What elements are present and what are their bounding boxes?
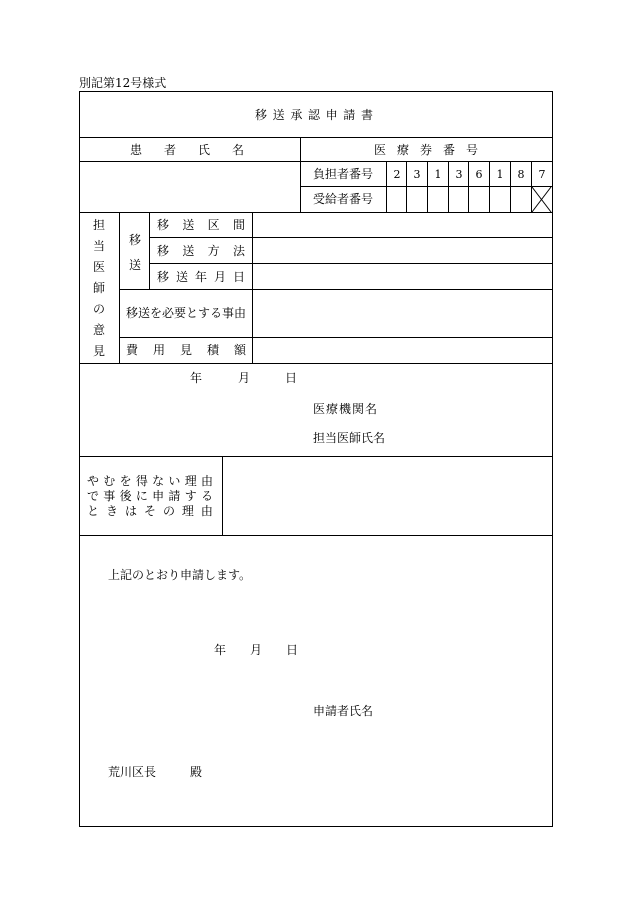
title-char: 申 [325, 108, 338, 122]
application-month-label: 月 [250, 643, 263, 657]
label-char: 送 [175, 270, 188, 284]
payer-number-label: 負担者番号 [313, 167, 374, 181]
title-char: 認 [307, 108, 320, 122]
rule [222, 456, 223, 536]
rule [300, 137, 301, 213]
label-char: で [87, 489, 100, 503]
rule [79, 161, 552, 162]
transport-reason-label: 移送を必要とする事由 [126, 306, 247, 320]
label-char: な [152, 474, 165, 488]
date-month-label: 月 [238, 371, 251, 385]
label-char: や [87, 474, 100, 488]
late-reason-line [87, 490, 213, 502]
payer-digit: 6 [475, 168, 483, 181]
header-char: 号 [465, 143, 478, 157]
label-char: 由 [200, 474, 213, 488]
label-char: 移 [157, 218, 170, 232]
label-char: に [135, 489, 148, 503]
label-char: 移 [157, 270, 170, 284]
rule [79, 535, 552, 536]
label-char: 間 [232, 218, 245, 232]
label-char: の [162, 504, 175, 518]
application-statement: 上記のとおり申請します。 [108, 568, 252, 582]
label-char: 理 [181, 504, 194, 518]
label-char: 送 [182, 218, 195, 232]
label-char: い [168, 474, 181, 488]
label-char: 意 [92, 323, 105, 337]
addressee: 荒川区長 [108, 765, 157, 779]
header-char: 患 [130, 143, 143, 157]
label-char: の [92, 302, 105, 316]
payer-digit: 1 [496, 168, 504, 181]
rule [79, 137, 552, 138]
label-char: 申 [152, 489, 165, 503]
transport-group-label [128, 234, 142, 271]
label-char: む [103, 474, 116, 488]
header-char: 療 [396, 143, 409, 157]
label-char: 後 [119, 489, 132, 503]
applicant-name-label: 申請者氏名 [313, 704, 374, 718]
label-char: 日 [232, 270, 245, 284]
patient-name-header [130, 144, 244, 156]
application-day-label: 日 [286, 643, 299, 657]
title-char: 承 [290, 108, 303, 122]
label-char: 担 [92, 218, 105, 232]
rule [79, 363, 552, 364]
title-char: 送 [272, 108, 285, 122]
header-char: 券 [419, 143, 432, 157]
honorific: 殿 [190, 765, 203, 779]
rule [119, 289, 552, 290]
transport-method-label [157, 245, 245, 257]
label-char: 理 [184, 474, 197, 488]
application-year-label: 年 [214, 643, 227, 657]
label-char: は [124, 504, 137, 518]
label-char: 月 [213, 270, 226, 284]
late-reason-line [87, 475, 213, 487]
rule [119, 212, 120, 364]
date-year-label: 年 [190, 371, 203, 385]
rule [149, 263, 552, 264]
label-char: 見 [92, 344, 105, 358]
label-char: 事 [103, 489, 116, 503]
label-char: る [200, 489, 213, 503]
label-char: 請 [168, 489, 181, 503]
payer-digit: 7 [538, 168, 546, 181]
rule [149, 237, 552, 238]
label-char: 見 [179, 343, 192, 357]
label-char: 送 [128, 258, 141, 272]
label-char: き [105, 504, 118, 518]
payer-digit: 3 [455, 168, 463, 181]
attending-doctor-name-label: 担当医師氏名 [313, 431, 386, 445]
label-char: 由 [200, 504, 213, 518]
form-title [255, 109, 373, 121]
label-char: 額 [233, 343, 246, 357]
recipient-number-label: 受給者番号 [313, 192, 374, 206]
rule [149, 212, 150, 290]
label-char: 当 [92, 239, 105, 253]
label-char: 得 [135, 474, 148, 488]
rule [79, 456, 552, 457]
transport-section-label [157, 219, 245, 231]
header-char: 番 [442, 143, 455, 157]
label-char: す [184, 489, 197, 503]
label-char: 用 [152, 343, 165, 357]
rule [252, 212, 253, 364]
label-char: 師 [92, 281, 105, 295]
cost-estimate-label [126, 344, 246, 356]
medical-institution-label: 医療機関名 [313, 402, 379, 416]
label-char: 移 [157, 244, 170, 258]
label-char: 移 [128, 233, 141, 247]
date-day-label: 日 [285, 371, 298, 385]
label-char: 年 [194, 270, 207, 284]
label-char: そ [143, 504, 156, 518]
rule [119, 337, 552, 338]
payer-digit: 2 [393, 168, 401, 181]
late-reason-line [87, 505, 213, 517]
title-char: 請 [343, 108, 356, 122]
header-char: 名 [231, 143, 244, 157]
label-char: 方 [207, 244, 220, 258]
medical-ticket-number-header [374, 144, 478, 156]
label-char: 医 [92, 260, 105, 274]
title-char: 書 [360, 108, 373, 122]
label-char: を [119, 474, 132, 488]
label-char: 積 [206, 343, 219, 357]
doctor-opinion-label [92, 219, 106, 357]
header-char: 医 [374, 143, 387, 157]
rule [300, 186, 552, 187]
payer-digit: 1 [434, 168, 442, 181]
title-char: 移 [255, 108, 268, 122]
header-char: 氏 [197, 143, 210, 157]
label-char: 送 [182, 244, 195, 258]
payer-digit: 8 [517, 168, 525, 181]
form-number: 別記第12号様式 [79, 76, 167, 90]
transport-date-label [157, 271, 245, 283]
header-char: 者 [163, 143, 176, 157]
crossed-out-cell [531, 186, 552, 213]
label-char: 法 [232, 244, 245, 258]
payer-digit: 3 [413, 168, 421, 181]
label-char: 費 [126, 343, 139, 357]
label-char: 区 [207, 218, 220, 232]
label-char: と [87, 504, 100, 518]
